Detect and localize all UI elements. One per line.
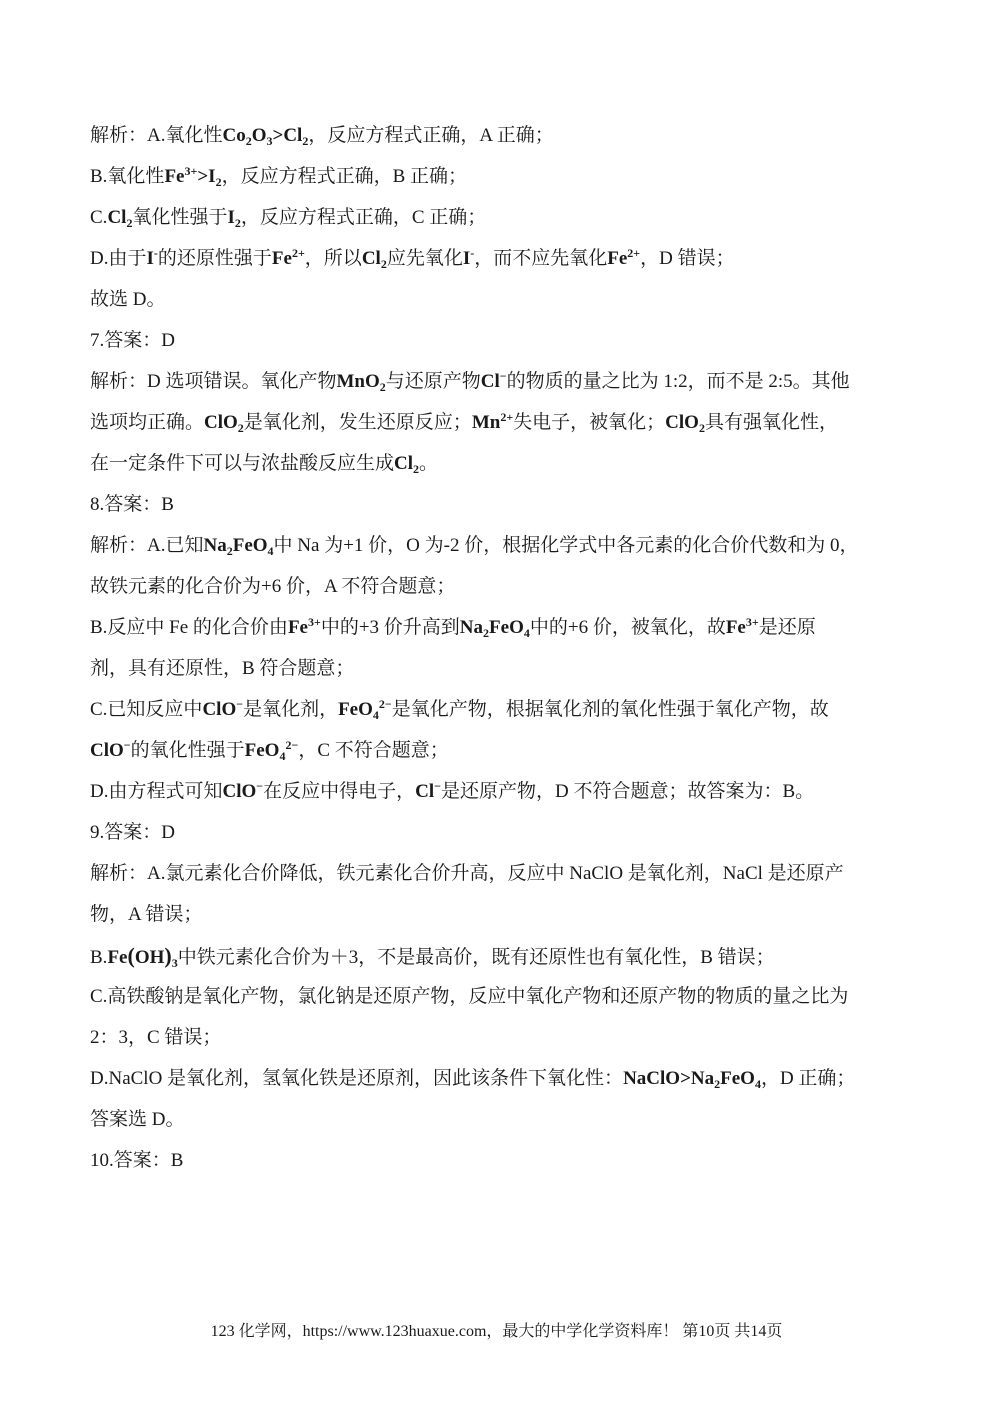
text-line: B.氧化性$Fe^{3+}>I_2$，反应方程式正确，B 正确；: [90, 164, 467, 189]
formula: $Mn^{2+}$: [471, 410, 514, 433]
text-line: $B.Fe(OH)_3$中铁元素化合价为＋3，不是最高价，既有还原性也有氧化性，B 错误；: [90, 943, 775, 970]
formula: ClO$_2$: [204, 412, 244, 435]
text-line: 在一定条件下可以与浓盐酸反应生成$Cl_2$。: [90, 453, 439, 476]
answer-heading: 10.答案：B: [90, 1150, 184, 1171]
text-line: 故选 D。: [90, 289, 166, 310]
text-line: B.反应中 Fe 的化合价由$Fe^{3+}$中的+3 价升高到$Na_2FeO_4$中的+6 价，被氧化，故$Fe^{3+}$是还原: [90, 615, 816, 640]
answer-heading: 8.答案：B: [90, 494, 174, 515]
text-line: 答案选 D。: [90, 1109, 185, 1130]
text-line: $C.Cl_2$氧化性强于$I_2$，反应方程式正确，C 正确；: [90, 207, 487, 230]
formula: FeO$_4^{2-}$: [244, 738, 299, 763]
text-line: 解析：A.已知$Na_2FeO_4$中 Na 为+1 价，O 为-2 价，根据化学式中各元素的化合价代数和为 0，: [90, 535, 859, 558]
text-line: 物，A 错误；: [90, 904, 203, 925]
formula: I-: [146, 246, 158, 269]
formula: ClO−: [222, 779, 264, 802]
text-line: 故铁元素的化合价为+6 价，A 不符合题意；: [90, 576, 456, 597]
formula: Cl−: [480, 369, 507, 392]
formula: $Fe^{2+}$: [271, 246, 305, 269]
formula: $Na_2FeO_4$: [459, 617, 530, 640]
text-line: D.NaClO 是氧化剂，氢氧化铁是还原剂，因此该条件下氧化性：$NaClO>Na_2FeO_4$，D 正确；: [90, 1068, 856, 1091]
text-line: 剂，具有还原性，B 符合题意；: [90, 658, 355, 679]
text-line: ClO−的氧化性强于FeO$_4^{2-}$，C 不符合题意；: [90, 738, 449, 763]
formula: $Co_2O_3>Cl_2$: [222, 125, 309, 148]
answer-heading: 7.答案：D: [90, 330, 175, 351]
formula: $Cl_2$: [107, 207, 133, 230]
text-line: 2：3，C 错误；: [90, 1027, 222, 1048]
formula: $Fe^{3+}$: [725, 615, 759, 638]
page-footer: 123 化学网，https://www.123huaxue.com，最大的中学化学资料库！ 第10页 共14页: [210, 1323, 783, 1340]
formula: $I_2$: [227, 207, 241, 230]
formula: $Fe(OH)_3$: [107, 943, 178, 970]
formula: FeO$_4^{2-}$: [338, 697, 392, 722]
text-line: D.由方程式可知ClO−在反应中得电子，Cl−是还原产物，D 不符合题意；故答案为：B。: [90, 779, 815, 802]
text-line: 解析：D 选项错误。氧化产物MnO$_2$与还原产物Cl−的物质的量之比为 1:2，而不是 2:5。其他: [90, 369, 850, 394]
formula: ClO$_2$: [665, 412, 705, 435]
formula: MnO$_2$: [336, 371, 386, 394]
formula: ClO−: [202, 697, 244, 720]
formula: I-: [462, 246, 475, 269]
answer-heading: 9.答案：D: [90, 822, 175, 843]
formula: $Fe^{3+}$: [287, 615, 321, 638]
formula: $Cl_2$: [394, 453, 420, 476]
formula: $Na_2FeO_4$: [203, 535, 274, 558]
text-line: 解析：A.氯元素化合价降低，铁元素化合价升高，反应中 NaClO 是氧化剂，NaCl 是还原产: [90, 863, 844, 884]
formula: $Fe^{3+}>I_2$: [164, 164, 222, 189]
text-line: 解析：A.氧化性$Co_2O_3>Cl_2$，反应方程式正确，A 正确；: [90, 125, 554, 148]
formula: $Fe^{2+}$: [607, 246, 641, 269]
formula: $Cl_2$: [361, 248, 387, 271]
text-line: C.已知反应中ClO−是氧化剂，FeO$_4^{2-}$是氧化产物，根据氧化剂的氧化性强于氧化产物，故: [90, 697, 829, 722]
text-line: D.由于I-的还原性强于$Fe^{2+}$，所以$Cl_2$应先氧化I-，而不应先氧化$Fe^{2+}$，D 错误；: [90, 246, 735, 271]
formula: ClO−: [90, 738, 131, 761]
formula: $NaClO>Na_2FeO_4$: [623, 1068, 761, 1091]
formula: Cl−: [415, 779, 441, 802]
text-line: 选项均正确。ClO$_2$是氧化剂，发生还原反应；$Mn^{2+}$失电子，被氧化；ClO$_2$具有强氧化性，: [90, 410, 838, 435]
text-line: C.高铁酸钠是氧化产物，氯化钠是还原产物，反应中氧化产物和还原产物的物质的量之比为: [90, 986, 849, 1007]
answer-content: [90, 115, 905, 1181]
